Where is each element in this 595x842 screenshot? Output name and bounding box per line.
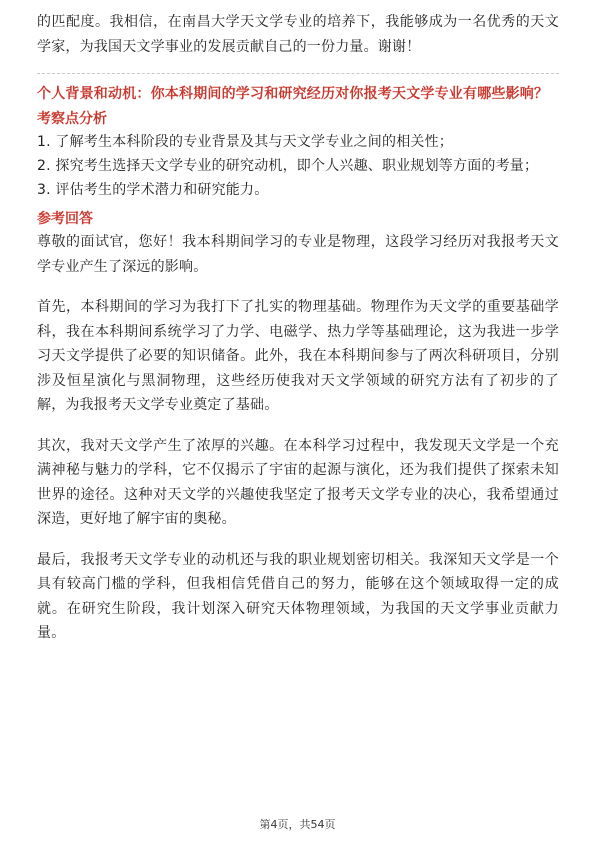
analysis-item-2: 2. 探究考生选择天文学专业的研究动机，即个人兴趣、职业规划等方面的考量； xyxy=(37,158,539,174)
spacer xyxy=(37,532,559,548)
answer-title: 参考回答 xyxy=(37,211,93,227)
analysis-item-1: 1. 了解考生本科阶段的专业背景及其与天文学专业之间的相关性； xyxy=(37,134,454,150)
answer-paragraph-4: 最后，我报考天文学专业的动机还与我的职业规划密切相关。我深知天文学是一个具有较高门槛的学科，但我相信凭借自己的努力，能够在这个领域取得一定的成就。在研究生阶段，我计划深入研究天体物理领域，为我国的天文学事业贡献力量。 xyxy=(37,551,559,641)
analysis-title: 考察点分析 xyxy=(37,111,107,127)
page-content xyxy=(37,10,559,646)
intro-paragraph: 的匹配度。我相信，在南昌大学天文学专业的培养下，我能够成为一名优秀的天文学家，为我国天文学事业的发展贡献自己的一份力量。谢谢！ xyxy=(37,14,559,55)
spacer xyxy=(37,279,559,295)
question-heading: 个人背景和动机：你本科期间的学习和研究经历对你报考天文学专业有哪些影响？ xyxy=(37,86,549,102)
spacer xyxy=(37,418,559,434)
analysis-item-3: 3. 评估考生的学术潜力和研究能力。 xyxy=(37,182,269,198)
answer-paragraph-2: 首先，本科期间的学习为我打下了扎实的物理基础。物理作为天文学的重要基础学科，我在本科期间系统学习了力学、电磁学、热力学等基础理论，这为我进一步学习天文学提供了必要的知识储备。此外，我在本科期间参与了两次科研项目，分别涉及恒星演化与黑洞物理，这些经历使我对天文学领域的研究方法有了初步的了解，为我报考天文学专业奠定了基础。 xyxy=(37,299,559,413)
page-number: 第4页，共54页 xyxy=(259,818,336,831)
section-divider xyxy=(37,73,559,74)
answer-paragraph-3: 其次，我对天文学产生了浓厚的兴趣。在本科学习过程中，我发现天文学是一个充满神秘与魅力的学科，它不仅揭示了宇宙的起源与演化，还为我们提供了探索未知世界的途径。这种对天文学的兴趣使我坚定了报考天文学专业的决心，我希望通过深造，更好地了解宇宙的奥秘。 xyxy=(37,437,559,527)
answer-paragraph-1: 尊敬的面试官，您好！我本科期间学习的专业是物理，这段学习经历对我报考天文学专业产生了深远的影响。 xyxy=(37,234,559,275)
